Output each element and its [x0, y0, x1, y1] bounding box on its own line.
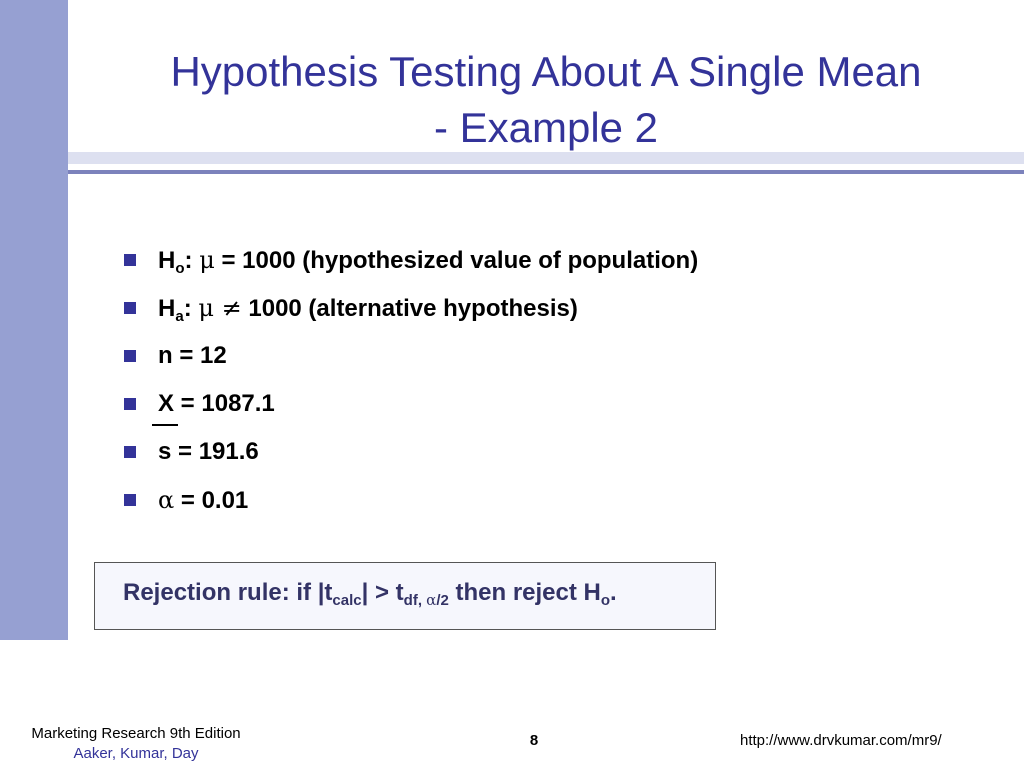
slide-title-line-2: - Example 2 — [433, 104, 659, 151]
bullet-alpha — [124, 476, 698, 524]
h-subscript-o: o — [175, 259, 185, 277]
footer-authors: Aaker, Kumar, Day — [73, 745, 199, 762]
bullet-list — [124, 236, 698, 524]
mu-not-equal-symbol: μ ≠ — [198, 293, 242, 322]
bullet-alternative-hypothesis — [124, 284, 698, 332]
page-number: 8 — [529, 732, 539, 749]
mu-symbol: μ — [199, 245, 215, 274]
std-dev-text: s = 191.6 — [158, 438, 259, 465]
left-sidebar-band — [0, 0, 68, 640]
rule-middle: | > t — [361, 579, 404, 606]
bullet-std-dev — [124, 428, 698, 476]
sample-mean-text — [158, 390, 275, 418]
h-subscript-a: a — [175, 307, 184, 325]
square-bullet-icon — [124, 254, 136, 266]
half-label: /2 — [436, 592, 449, 609]
o-subscript: o — [600, 592, 611, 609]
h-letter: H — [158, 246, 176, 274]
colon: : — [183, 294, 199, 322]
bullet-null-hypothesis — [124, 236, 698, 284]
footer-url: http://www.drvkumar.com/mr9/ — [740, 732, 942, 749]
footer-edition: Marketing Research 9th Edition — [31, 725, 241, 742]
bullet-sample-mean — [124, 380, 698, 428]
square-bullet-icon — [124, 302, 136, 314]
x-bar-underline — [152, 424, 178, 426]
null-hypothesis-text — [158, 246, 698, 275]
alternative-hypothesis-text — [158, 294, 578, 323]
alternative-hypothesis-value: 1000 (alternative hypothesis) — [241, 294, 578, 322]
x-bar-symbol — [158, 390, 174, 418]
rejection-rule-text — [123, 579, 617, 607]
rejection-rule-box — [94, 562, 716, 630]
bullet-sample-size — [124, 332, 698, 380]
sample-size-text: n = 12 — [158, 342, 227, 369]
x-letter: X — [158, 390, 175, 417]
rule-suffix: then reject H — [448, 579, 601, 606]
rule-period: . — [610, 579, 617, 606]
df-subscript — [404, 592, 449, 609]
alpha-value: = 0.01 — [174, 486, 249, 514]
alpha-symbol: α — [158, 485, 175, 514]
null-hypothesis-value: = 1000 (hypothesized value of population) — [214, 246, 699, 274]
alpha-text — [158, 486, 248, 515]
sample-mean-value: = 1087.1 — [174, 390, 275, 417]
title-divider-dark — [68, 170, 1024, 174]
slide-title-line-1: Hypothesis Testing About A Single Mean — [170, 48, 922, 95]
square-bullet-icon — [124, 398, 136, 410]
slide-title — [68, 44, 1024, 156]
alpha-subscript-symbol: α — [426, 591, 437, 609]
square-bullet-icon — [124, 494, 136, 506]
h-letter: H — [158, 294, 176, 322]
footer-book-info — [0, 724, 272, 764]
square-bullet-icon — [124, 446, 136, 458]
square-bullet-icon — [124, 350, 136, 362]
calc-subscript: calc — [332, 592, 362, 609]
rule-prefix: Rejection rule: if |t — [123, 579, 333, 606]
colon: : — [184, 246, 200, 274]
df-label: df, — [403, 592, 427, 609]
title-divider-light — [68, 152, 1024, 164]
